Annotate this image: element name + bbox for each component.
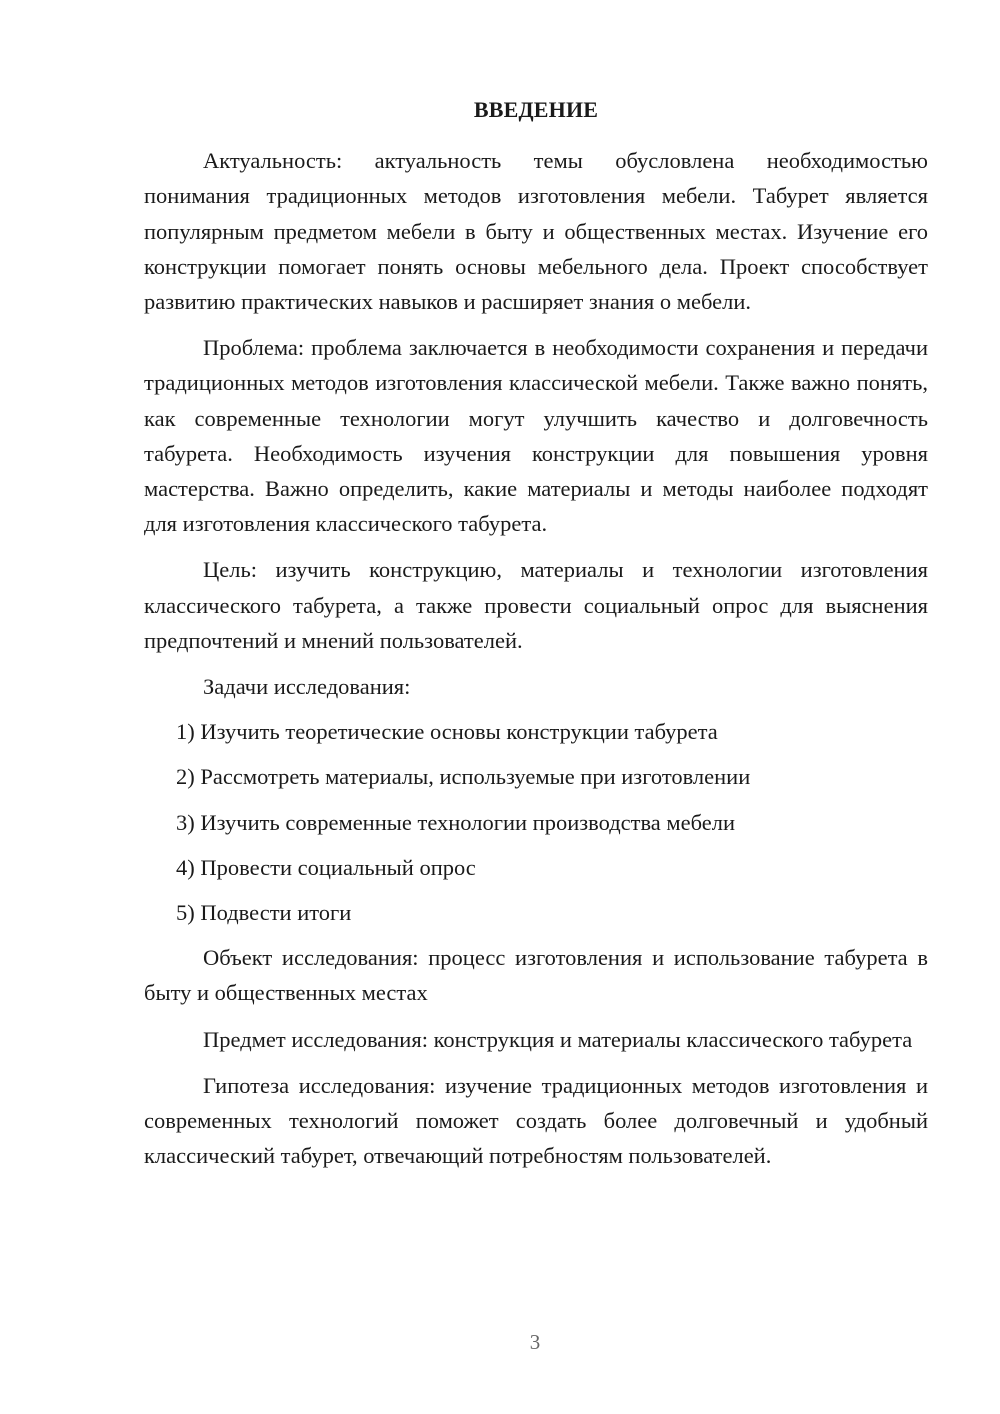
task-item: 1) Изучить теоретические основы конструкции табурета (176, 719, 718, 745)
page-number: 3 (529, 1330, 541, 1354)
goal-paragraph: Цель: изучить конструкцию, материалы и технологии изготовления классического табурета, а также провести социальный опрос для выяснения предпочтений и мнений пользователей. (144, 557, 928, 653)
document-page (144, 92, 928, 1173)
object-paragraph: Объект исследования: процесс изготовления и использование табурета в быту и общественных местах (144, 945, 928, 1006)
task-item: 4) Провести социальный опрос (176, 854, 476, 880)
tasks-heading: Задачи исследования: (203, 674, 411, 700)
task-item: 3) Изучить современные технологии производства мебели (176, 809, 736, 835)
task-item: 2) Рассмотреть материалы, используемые при изготовлении (176, 764, 751, 790)
subject-paragraph: Предмет исследования: конструкция и материалы классического табурета (203, 1026, 913, 1052)
problem-paragraph: Проблема: проблема заключается в необходимости сохранения и передачи традиционных методов изготовления классической мебели. Также важно понять, как современные технологии могут улучшить качество и долговечность табурета. Необходимость изучения конструкции для повышения уровня мастерства. Важно определить, какие материалы и методы наиболее подходят для изготовления классического табурета. (144, 335, 928, 537)
tasks-list (144, 714, 928, 930)
task-item: 5) Подвести итоги (176, 900, 352, 926)
page-title: ВВЕДЕНИЕ (473, 97, 599, 122)
relevance-paragraph: Актуальность: актуальность темы обусловлена необходимостью понимания традиционных методов изготовления мебели. Табурет является популярным предметом мебели в быту и общественных местах. Изучение его конструкции помогает понять основы мебельного дела. Проект способствует развитию практических навыков и расширяет знания о мебели. (144, 148, 928, 315)
hypothesis-paragraph: Гипотеза исследования: изучение традиционных методов изготовления и современных технологий поможет создать более долговечный и удобный классический табурет, отвечающий потребностям пользователей. (144, 1072, 928, 1169)
